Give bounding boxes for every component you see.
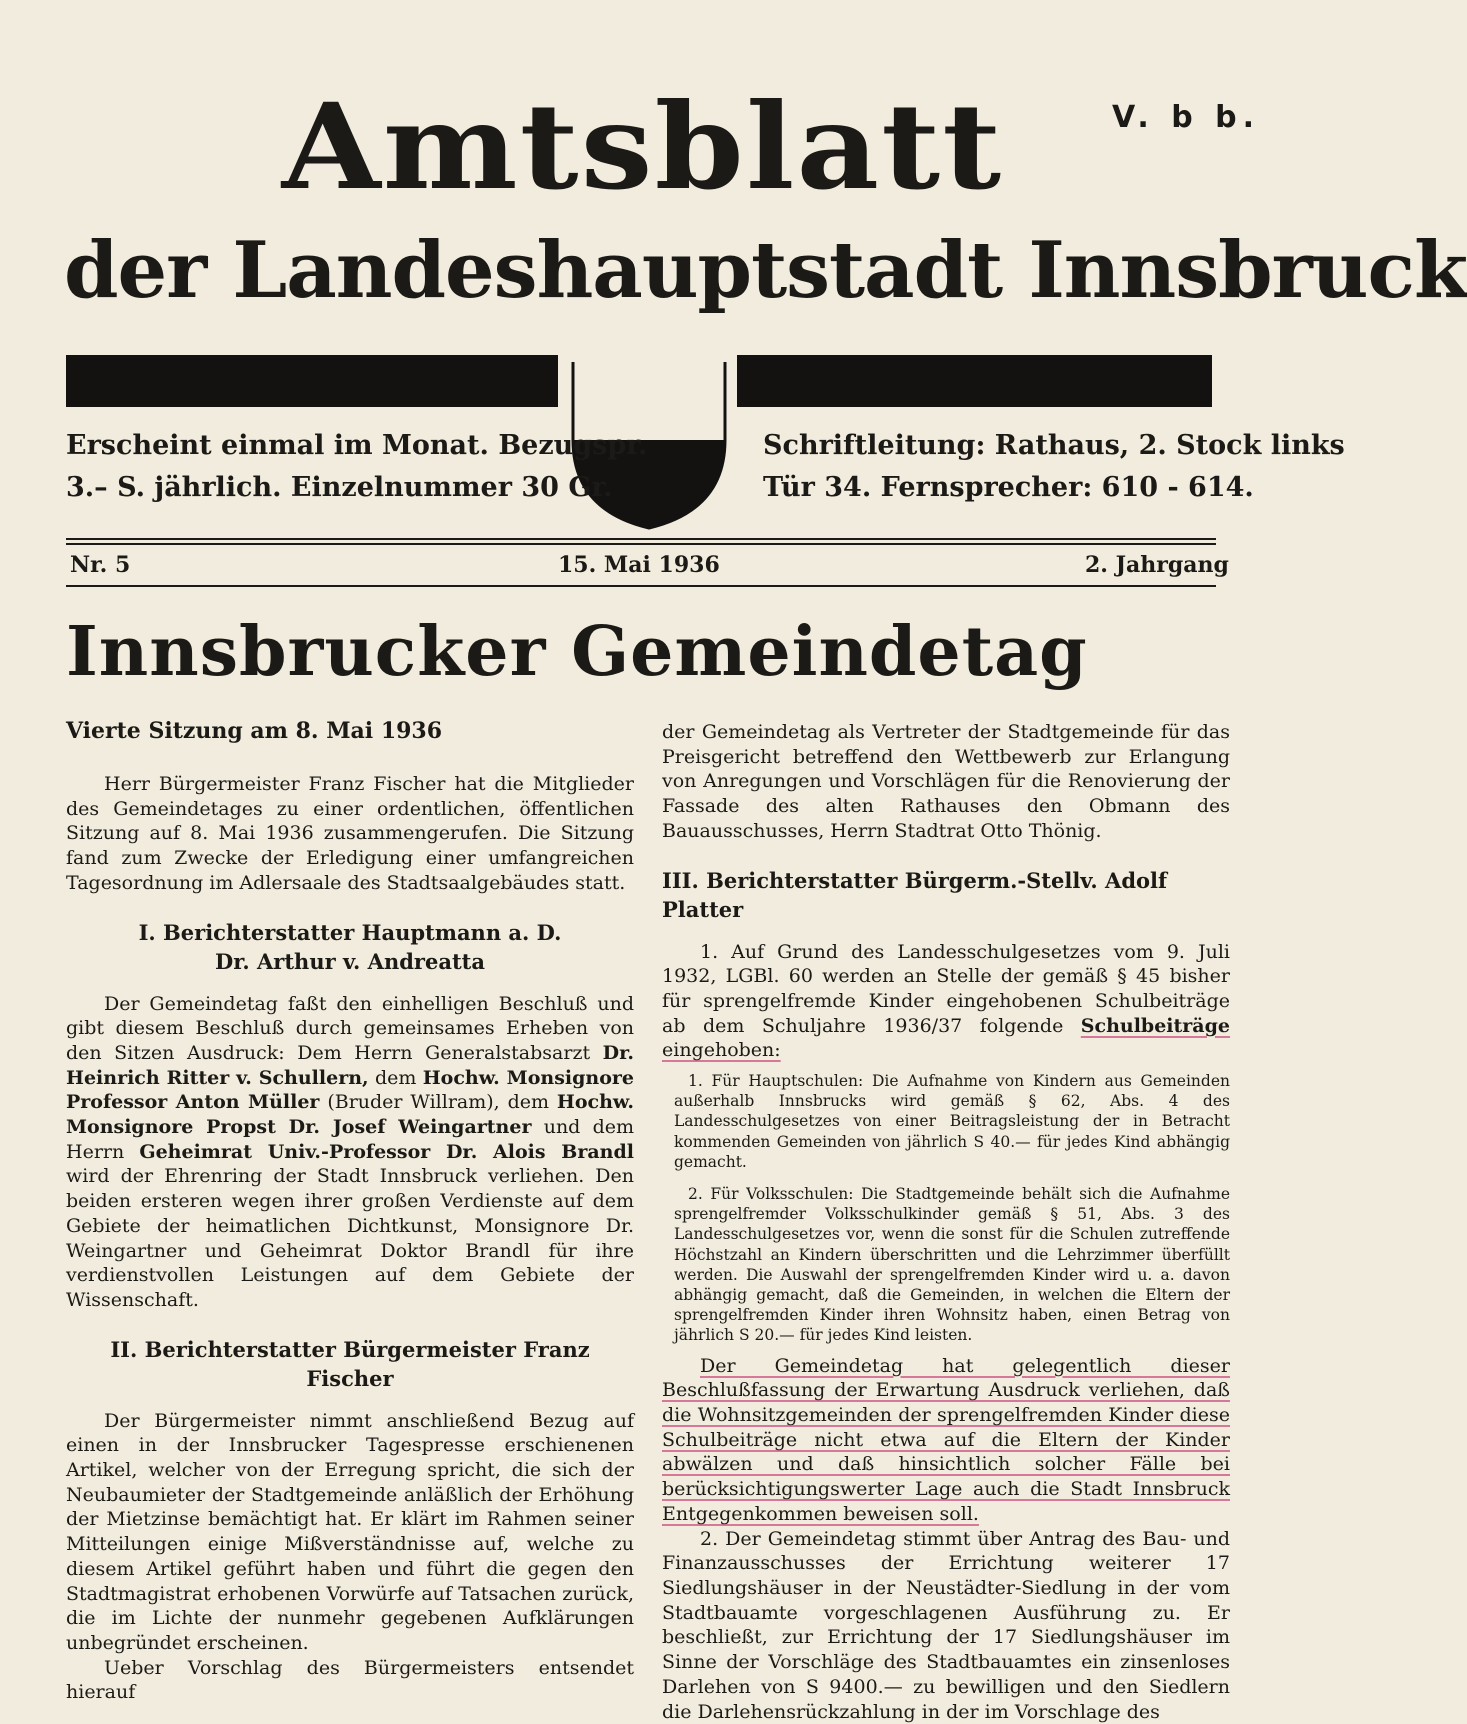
section-2-heading: II. Berichterstatter Bürgermeister Franz Fischer — [110, 1336, 590, 1391]
expectation-paragraph: Der Gemeindetag hat gelegentlich dieser Beschlußfassung der Erwartung Ausdruck verliehen, daß die Wohnsitzgemeinden der sprengelfremden Kinder diese Schulbeiträge nicht etwa auf die Eltern der Kinder abwälzen und daß hinsichtlich solcher Fälle bei berücksichtigungswerter Lage auch die Stadt Innsbruck Entgegenkommen beweisen soll. — [662, 1354, 1230, 1525]
delegation-paragraph: Ueber Vorschlag des Bürgermeisters entsendet hierauf — [66, 1656, 634, 1704]
divider-bottom — [66, 585, 1216, 587]
section-3-heading: III. Berichterstatter Bürgerm.-Stellv. Adolf Platter — [662, 867, 1168, 922]
masthead-bar-left — [66, 355, 558, 407]
left-column — [66, 718, 634, 1705]
section-1-heading: I. Berichterstatter Hauptmann a. D. Dr. Arthur v. Andreatta — [138, 919, 562, 974]
divider-top — [66, 538, 1216, 540]
settlement-paragraph: 2. Der Gemeindetag stimmt über Antrag des Bau- und Finanzausschusses der Errichtung weiterer 17 Siedlungshäuser in der Neustädter-Siedlung in der vom Stadtbauamte vorgeschlagenen Ausführung zu. Er beschließt, zur Errichtung der 17 Siedlungshäuser im Sinne der Vorschläge des Stadtbauamtes ein zinsenloses Darlehen von S 9400.— zu bewilligen und den Siedlern die Darlehensrückzahlung in der im Vorschlage des — [662, 1527, 1230, 1723]
masthead-subtitle: der Landeshauptstadt Innsbruck — [64, 225, 1467, 316]
list-item: 1. Für Hauptschulen: Die Aufnahme von Kindern aus Gemeinden außerhalb Innsbrucks wird gemäß § 62, Abs. 4 des Landesschulgesetzes von einer Beitragsleistung der in Betracht kommenden Gemeinden von jährlich S 40.— für jedes Kind abhängig gemacht. — [674, 1072, 1230, 1171]
session-subhead: Vierte Sitzung am 8. Mai 1936 — [66, 718, 443, 744]
editorial-info: Schriftleitung: Rathaus, 2. Stock links Tür 34. Fernsprecher: 610 - 614. — [763, 430, 1345, 503]
jury-paragraph: der Gemeindetag als Vertreter der Stadtgemeinde für das Preisgericht betreffend den Wettbewerb zur Erlangung von Anregungen und Vorschlägen für die Renovierung der Fassade des alten Rathauses den Obmann des Bauausschusses, Herrn Stadtrat Otto Thönig. — [662, 721, 1230, 842]
honor-ring-paragraph: Der Gemeindetag faßt den einhelligen Beschluß und gibt diesem Beschluß durch gemeinsames Erheben von den Sitzen Ausdruck: Dem Herrn Generalstabsarzt Dr. Heinrich Ritter v. Schullern, dem Hochw. Monsignore Professor Anton Müller (Bruder Willram), dem Hochw. Monsignore Propst Dr. Josef Weingartner und dem Herrn Geheimrat Univ.-Professor Dr. Alois Brandl wird der Ehrenring der Stadt Innsbruck verliehen. Den beiden ersteren wegen ihrer großen Verdienste auf dem Gebiete der heimatlichen Dichtkunst, Monsignore Dr. Weingartner und Geheimrat Doktor Brandl für ihre verdienstvollen Leistungen auf dem Gebiete der Wissenschaft. — [66, 992, 634, 1311]
masthead-bar-right — [737, 355, 1212, 407]
list-item: 2. Für Volksschulen: Die Stadtgemeinde behält sich die Aufnahme sprengelfremder Volksschulkinder gemäß § 51, Abs. 3 des Landesschulgesetzes vor, wenn die sonst für die Schulen zutreffende Höchstzahl an Kindern überschritten und die Lehrzimmer überfüllt werden. Die Auswahl der sprengelfremden Kinder wird u. a. davon abhängig gemacht, daß die Gemeinden, in welchen die Eltern der sprengelfremden Kinder ihren Wohnsitz haben, einen Betrag von jährlich S 20.— für jedes Kind leisten. — [674, 1185, 1230, 1345]
masthead-title: Amtsblatt — [281, 77, 1004, 216]
catalog-code: V. b b. — [1112, 100, 1260, 135]
issue-number: Nr. 5 — [70, 552, 131, 578]
issue-year: 2. Jahrgang — [1085, 552, 1229, 578]
subscription-info: Erscheint einmal im Monat. Bezugspr. 3.– S. jährlich. Einzelnummer 30 Gr. — [66, 430, 648, 503]
right-column — [662, 720, 1230, 1724]
school-fee-paragraph: 1. Auf Grund des Landesschulgesetzes vom 9. Juli 1932, LGBl. 60 werden an Stelle der gemäß § 45 bisher für sprengelfremde Kinder eingehobenen Schulbeiträge ab dem Schuljahre 1936/37 folgende Schulbeiträge eingehoben: — [662, 940, 1230, 1062]
page-headline: Innsbrucker Gemeindetag — [66, 612, 1088, 692]
intro-paragraph: Herr Bürgermeister Franz Fischer hat die Mitglieder des Gemeindetages zu einer ordentlichen, öffentlichen Sitzung auf 8. Mai 1936 zusammengerufen. Die Sitzung fand zum Zwecke der Erledigung einer umfangreichen Tagesordnung im Adlersaale des Stadtsaalgebäudes statt. — [66, 773, 634, 894]
school-fee-items — [662, 1071, 1230, 1346]
mayor-paragraph: Der Bürgermeister nimmt anschließend Bezug auf einen in der Innsbrucker Tagespresse erschienenen Artikel, welcher von der Erregung spricht, die sich der Neubaumieter der Stadtgemeinde anläßlich der Erhöhung der Mietzinse bemächtigt hat. Er klärt im Rahmen seiner Mitteilungen einige Mißverständnisse auf, welche zu diesem Artikel geführt haben und führt die gegen den Stadtmagistrat erhobenen Vorwürfe auf Tatsachen zurück, die im Lichte der nunmehr gegebenen Aufklärungen unbegründet erscheinen. — [66, 1409, 634, 1654]
issue-date: 15. Mai 1936 — [558, 552, 720, 578]
divider-top-inner — [66, 543, 1216, 545]
